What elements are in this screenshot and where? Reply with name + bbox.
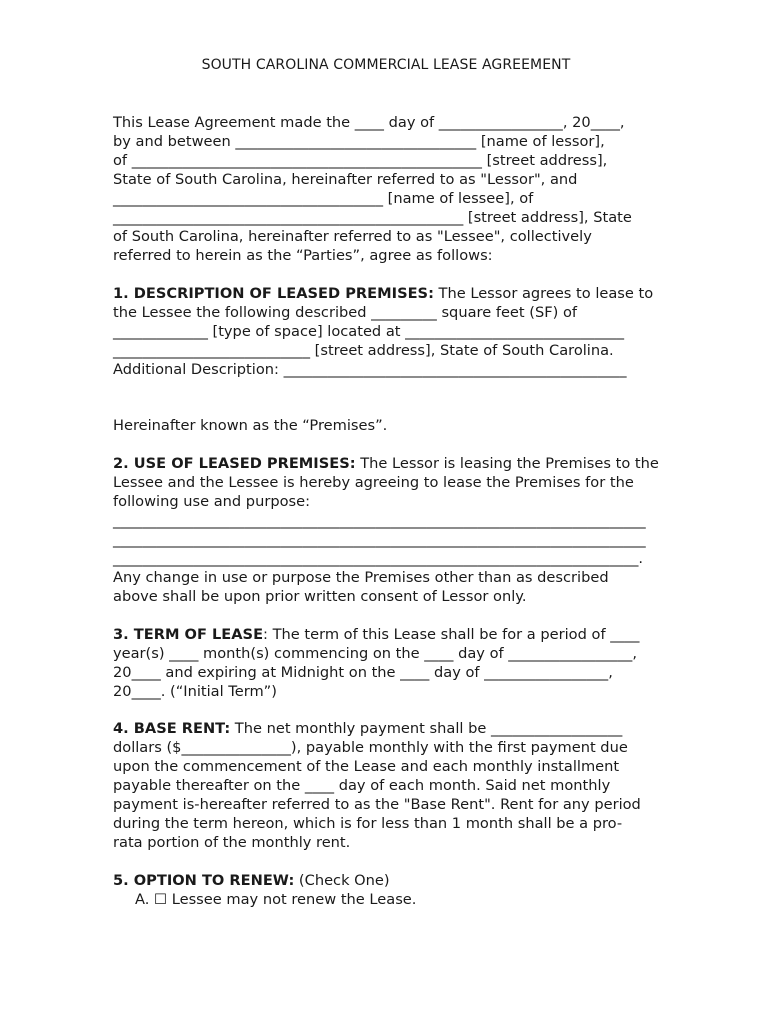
section-4-line: rata portion of the monthly rent. (113, 834, 351, 851)
section-4-heading: 4. BASE RENT: (113, 720, 231, 737)
section-1-line: _____________ [type of space] located at ______________________________ (113, 323, 625, 340)
section-4-line: upon the commencement of the Lease and each monthly installment (113, 758, 620, 775)
section-3-line: 20____. (“Initial Term”) (113, 683, 277, 700)
intro-line-6: ________________________________________________ [street address], State (113, 209, 632, 226)
section-1-text: The Lessor agrees to lease to (433, 285, 654, 302)
section-2-first-line (113, 454, 659, 473)
section-3-first-line (113, 625, 639, 644)
section-4-first-line (113, 719, 622, 738)
section-1-heading: 1. DESCRIPTION OF LEASED PREMISES: (113, 285, 434, 302)
section-4-text: The net monthly payment shall be __________________ (230, 720, 623, 737)
premises-definition: Hereinafter known as the “Premises”. (113, 417, 388, 434)
section-2-line: Any change in use or purpose the Premises other than as described (113, 569, 609, 586)
intro-line-7: of South Carolina, hereinafter referred to as "Lessee", collectively (113, 228, 592, 245)
section-2-blank-line: _________________________________________________________________________ (113, 531, 646, 548)
section-4-line: during the term hereon, which is for less than 1 month shall be a pro- (113, 815, 623, 832)
intro-line-8: referred to herein as the “Parties”, agree as follows: (113, 247, 493, 264)
section-5-first-line (113, 871, 390, 890)
section-3-line: year(s) ____ month(s) commencing on the ____ day of _________________, (113, 645, 637, 662)
section-2-blank-line: _________________________________________________________________________ (113, 512, 646, 529)
document-title: SOUTH CAROLINA COMMERCIAL LEASE AGREEMENT (201, 57, 571, 73)
section-2-line: following use and purpose: (113, 493, 311, 510)
section-3-line: 20____ and expiring at Midnight on the ____ day of _________________, (113, 664, 613, 681)
renew-option-a[interactable]: A. ☐ Lessee may not renew the Lease. (135, 891, 417, 908)
section-1-line: the Lessee the following described _________ square feet (SF) of (113, 304, 578, 321)
section-2-line: above shall be upon prior written consent of Lessor only. (113, 588, 527, 605)
section-4-line: payment is-hereafter referred to as the "Base Rent". Rent for any period (113, 796, 641, 813)
section-5-heading: 5. OPTION TO RENEW: (113, 872, 295, 889)
section-1-line: ___________________________ [street address], State of South Carolina. (113, 342, 614, 359)
intro-line-1: This Lease Agreement made the ____ day of _________________, 20____, (113, 114, 625, 131)
section-3-heading: 3. TERM OF LEASE (113, 626, 264, 643)
intro-line-4: State of South Carolina, hereinafter referred to as "Lessor", and (113, 171, 578, 188)
intro-line-3: of ________________________________________________ [street address], (113, 152, 608, 169)
section-1-first-line (113, 284, 653, 303)
section-2-blank-line: ________________________________________________________________________. (113, 550, 644, 567)
section-5-text: (Check One) (294, 872, 390, 889)
section-2-text: The Lessor is leasing the Premises to the (355, 455, 659, 472)
section-1-line: Additional Description: _______________________________________________ (113, 361, 627, 378)
section-2-line: Lessee and the Lessee is hereby agreeing to lease the Premises for the (113, 474, 634, 491)
section-4-line: dollars ($_______________), payable monthly with the first payment due (113, 739, 628, 756)
section-2-heading: 2. USE OF LEASED PREMISES: (113, 455, 356, 472)
intro-line-5: _____________________________________ [name of lessee], of (113, 190, 534, 207)
intro-line-2: by and between _________________________________ [name of lessor], (113, 133, 605, 150)
section-4-line: payable thereafter on the ____ day of each month. Said net monthly (113, 777, 611, 794)
section-3-text: : The term of this Lease shall be for a period of ____ (263, 626, 640, 643)
